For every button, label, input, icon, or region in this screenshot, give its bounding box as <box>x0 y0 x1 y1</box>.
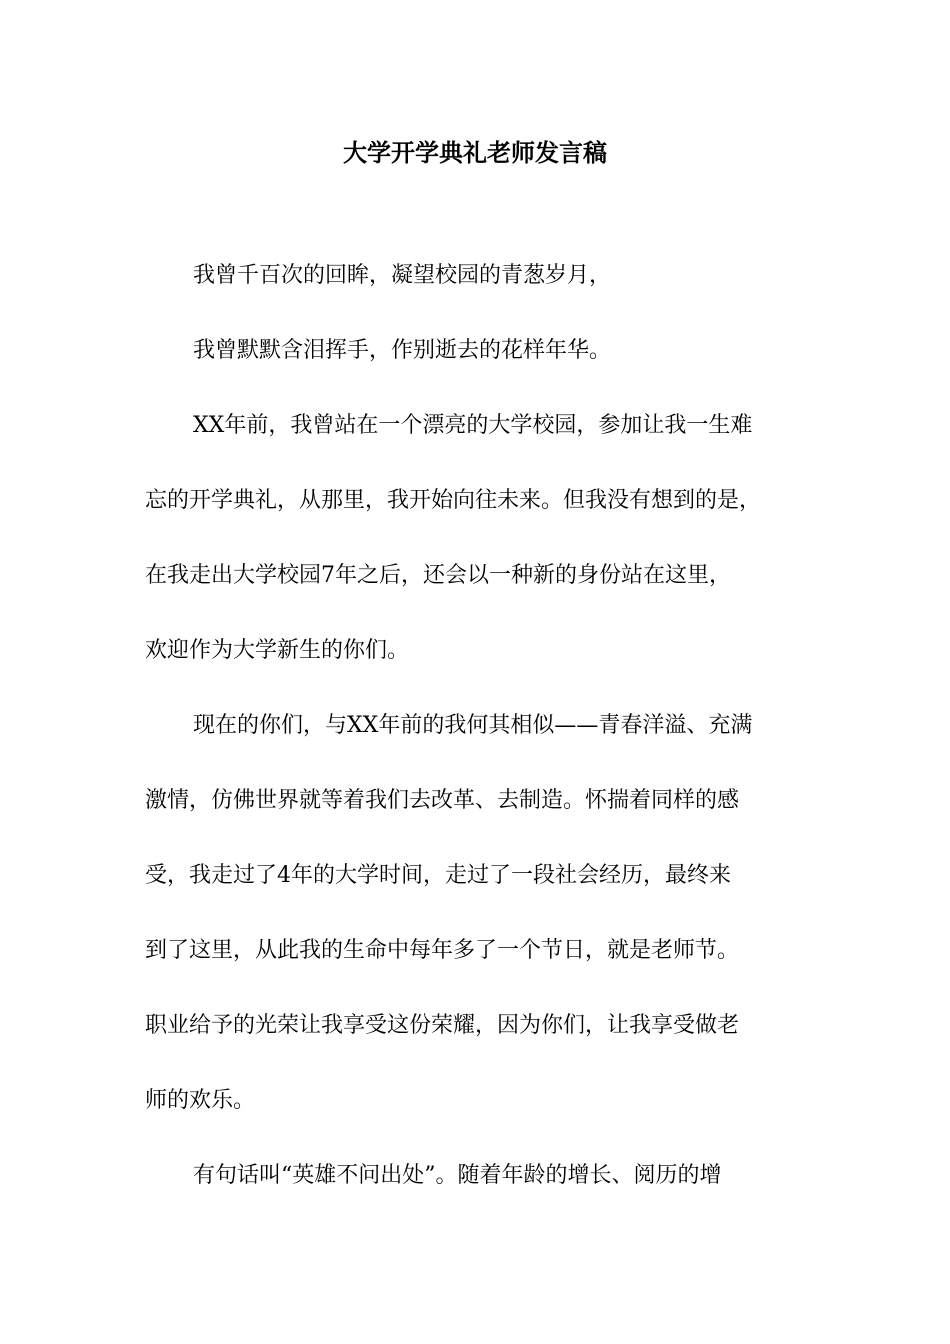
text-line: 到了这里，从此我的生命中每年多了一个节日，就是老师节。 <box>145 938 740 963</box>
text-line: 激情，仿佛世界就等着我们去改革、去制造。怀揣着同样的感 <box>145 788 740 813</box>
text-line: 欢迎作为大学新生的你们。 <box>145 638 410 663</box>
text-line: 我曾默默含泪挥手，作别逝去的花样年华。 <box>193 338 612 363</box>
text-line: 忘的开学典礼，从那里，我开始向往未来。但我没有想到的是， <box>145 488 762 513</box>
text-line: 职业给予的光荣让我享受这份荣耀，因为你们，让我享受做老 <box>145 1013 740 1038</box>
text-line: 有句话叫“英雄不问出处”。随着年龄的增长、阅历的增 <box>193 1163 722 1188</box>
text-line: 师的欢乐。 <box>145 1088 256 1113</box>
text-line: 现在的你们，与XX年前的我何其相似——青春洋溢、充满 <box>193 713 753 738</box>
text-line: 受，我走过了4年的大学时间，走过了一段社会经历，最终来 <box>145 863 731 888</box>
text-line: 我曾千百次的回眸，凝望校园的青葱岁月， <box>193 263 612 288</box>
document-title: 大学开学典礼老师发言稿 <box>343 138 607 167</box>
text-line: XX年前，我曾站在一个漂亮的大学校园，参加让我一生难 <box>193 413 753 438</box>
text-line: 在我走出大学校园7年之后，还会以一种新的身份站在这里， <box>145 563 731 588</box>
